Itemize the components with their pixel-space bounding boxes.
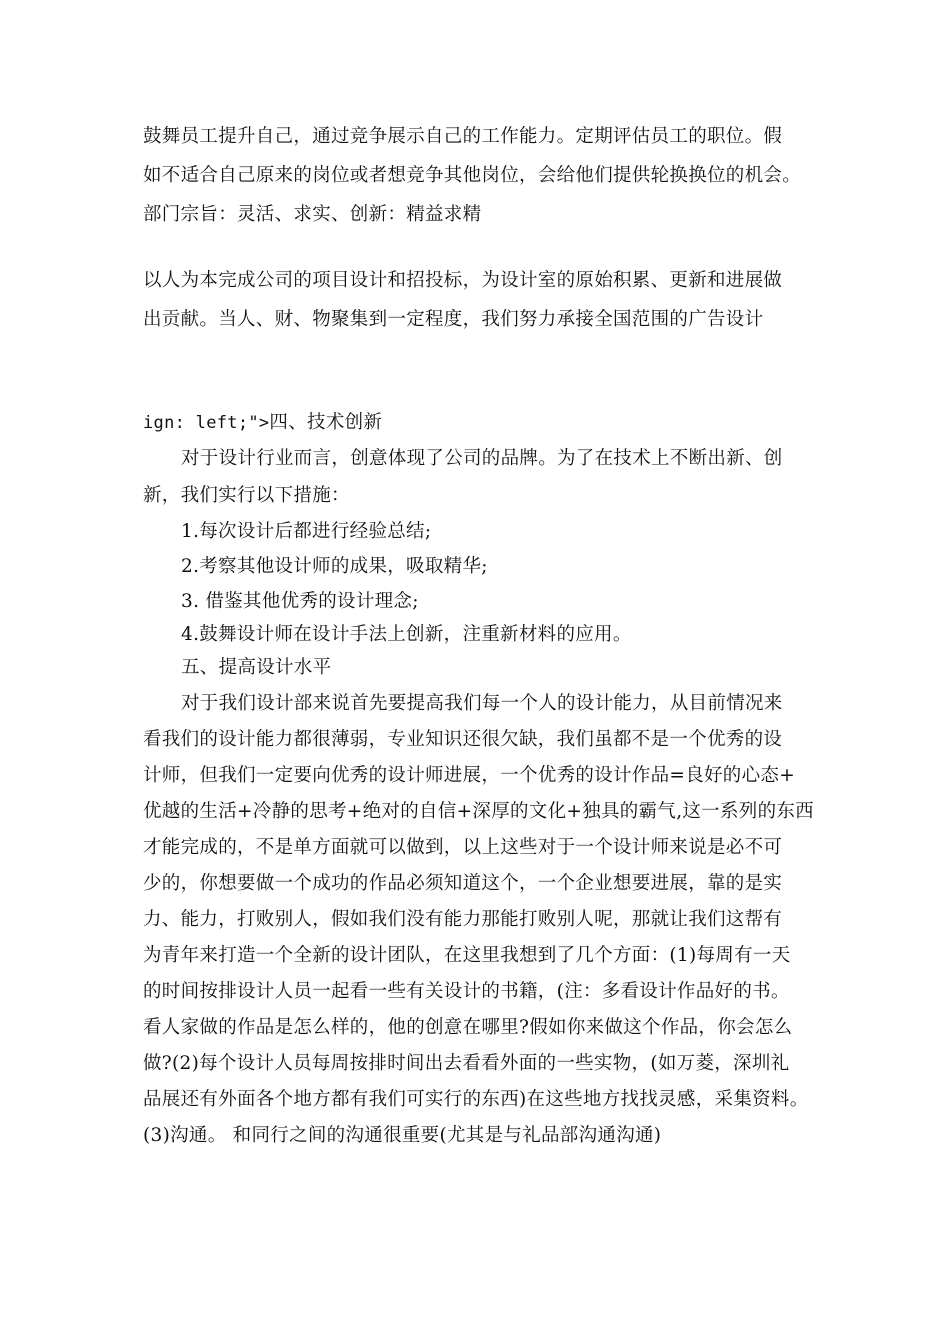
text-line: 看我们的设计能力都很薄弱，专业知识还很欠缺，我们虽都不是一个优秀的设 — [143, 729, 783, 750]
text-line: 如不适合自己原来的岗位或者想竞争其他岗位，会给他们提供轮换换位的机会。 — [143, 165, 802, 186]
list-item: 4.鼓舞设计师在设计手法上创新，注重新材料的应用。 — [181, 624, 632, 645]
section-heading: 五、提高设计水平 — [181, 657, 332, 678]
text-line: 新，我们实行以下措施： — [143, 485, 350, 506]
text-line: 出贡献。当人、财、物聚集到一定程度，我们努力承接全国范围的广告设计 — [143, 309, 764, 330]
text-line: 才能完成的，不是单方面就可以做到，以上这些对于一个设计师来说是必不可 — [143, 837, 783, 858]
text-line: 以人为本完成公司的项目设计和招投标，为设计室的原始积累、更新和进展做 — [143, 270, 783, 291]
text-line: 的时间按排设计人员一起看一些有关设计的书籍，(注：多看设计作品好的书。 — [143, 981, 790, 1002]
text-line: 为青年来打造一个全新的设计团队，在这里我想到了几个方面：(1)每周有一天 — [143, 945, 791, 966]
text-line: 少的，你想要做一个成功的作品必须知道这个，一个企业想要进展，靠的是实 — [143, 873, 783, 894]
list-item: 2.考察其他设计师的成果，吸取精华; — [181, 556, 488, 577]
list-item: 3. 借鉴其他优秀的设计理念; — [181, 591, 419, 612]
section-heading-line — [143, 412, 382, 434]
section-heading: 四、技术创新 — [269, 412, 383, 433]
text-line: 力、能力，打败别人，假如我们没有能力那能打败别人呢，那就让我们这帮有 — [143, 909, 783, 930]
text-line: 部门宗旨：灵活、求实、创新：精益求精 — [143, 204, 482, 225]
text-line: 对于设计行业而言，创意体现了公司的品牌。为了在技术上不断出新、创 — [181, 448, 783, 469]
text-line: 鼓舞员工提升自己，通过竞争展示自己的工作能力。定期评估员工的职位。假 — [143, 126, 783, 147]
text-line: 看人家做的作品是怎么样的，他的创意在哪里?假如你来做这个作品，你会怎么 — [143, 1017, 793, 1038]
text-line: (3)沟通。 和同行之间的沟通很重要(尤其是与礼品部沟通沟通) — [143, 1125, 662, 1146]
text-line: 品展还有外面各个地方都有我们可实行的东西)在这些地方找找灵感，采集资料。 — [143, 1089, 809, 1110]
stray-markup-text: ign: left;"> — [143, 413, 270, 433]
text-line: 对于我们设计部来说首先要提高我们每一个人的设计能力，从目前情况来 — [181, 693, 783, 714]
text-line: 计师，但我们一定要向优秀的设计师进展，一个优秀的设计作品=良好的心态+ — [143, 765, 796, 786]
text-line: 做?(2)每个设计人员每周按排时间出去看看外面的一些实物，(如万菱，深圳礼 — [143, 1053, 790, 1074]
list-item: 1.每次设计后都进行经验总结; — [181, 521, 432, 542]
text-line: 优越的生活+冷静的思考+绝对的自信+深厚的文化+独具的霸气,这一系列的东西 — [143, 801, 814, 822]
